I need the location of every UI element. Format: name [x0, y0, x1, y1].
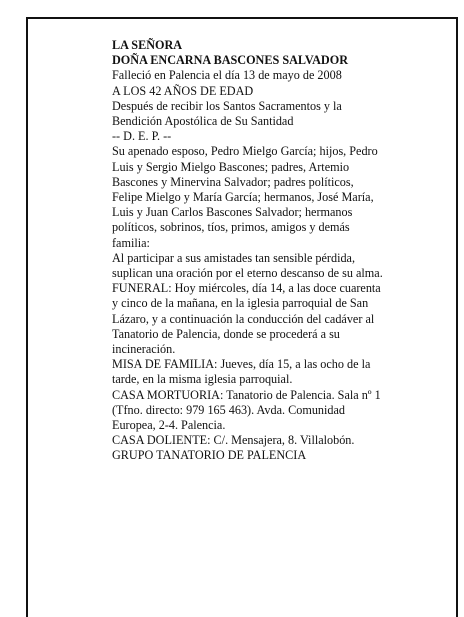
request-line: Al participar a sus amistades tan sensible pérdida, [112, 250, 356, 265]
funeral-line: Lázaro, y a continuación la conducción del cadáver al [112, 311, 375, 326]
family-line: Luis y Juan Carlos Bascones Salvador; hermanos [112, 205, 353, 220]
obituary-text [112, 38, 412, 464]
family-mass-line: tarde, en la misma iglesia parroquial. [112, 372, 293, 387]
family-line: políticos, sobrinos, tíos, primos, amigos y demás [112, 220, 350, 235]
wake-house-line: CASA MORTUORIA: Tanatorio de Palencia. Sala nº 1 [112, 387, 381, 402]
deceased-name: DOÑA ENCARNA BASCONES SALVADOR [112, 53, 349, 68]
dep-line: -- D. E. P. -- [112, 129, 172, 144]
age-line: A LOS 42 AÑOS DE EDAD [112, 83, 254, 98]
mourning-house-line: CASA DOLIENTE: C/. Mensajera, 8. Villalobón. [112, 433, 355, 448]
family-line: Luis y Sergio Mielgo Bascones; padres, Artemio [112, 159, 350, 174]
wake-house-line: (Tfno. directo: 979 165 463). Avda. Comunidad [112, 402, 345, 417]
request-line: suplican una oración por el eterno descanso de su alma. [112, 266, 383, 281]
funeral-line: incineración. [112, 342, 176, 357]
funeral-group-line: GRUPO TANATORIO DE PALENCIA [112, 448, 307, 463]
family-mass-line: MISA DE FAMILIA: Jueves, día 15, a las ocho de la [112, 357, 371, 372]
obituary-title: LA SEÑORA [112, 38, 183, 52]
family-line: familia: [112, 235, 150, 250]
family-line: Felipe Mielgo y María García; hermanos, José María, [112, 190, 374, 205]
death-line: Falleció en Palencia el día 13 de mayo de 2008 [112, 68, 342, 83]
sacraments-line-1: Después de recibir los Santos Sacramentos y la [112, 98, 342, 113]
family-line: Su apenado esposo, Pedro Mielgo García; hijos, Pedro [112, 144, 378, 159]
funeral-line: y cinco de la mañana, en la iglesia parroquial de San [112, 296, 369, 311]
family-line: Bascones y Minervina Salvador; padres políticos, [112, 174, 354, 189]
sacraments-line-2: Bendición Apostólica de Su Santidad [112, 114, 294, 129]
funeral-line: FUNERAL: Hoy miércoles, día 14, a las doce cuarenta [112, 281, 381, 296]
wake-house-line: Europea, 2-4. Palencia. [112, 418, 226, 433]
funeral-line: Tanatorio de Palencia, donde se procederá a su [112, 326, 340, 341]
